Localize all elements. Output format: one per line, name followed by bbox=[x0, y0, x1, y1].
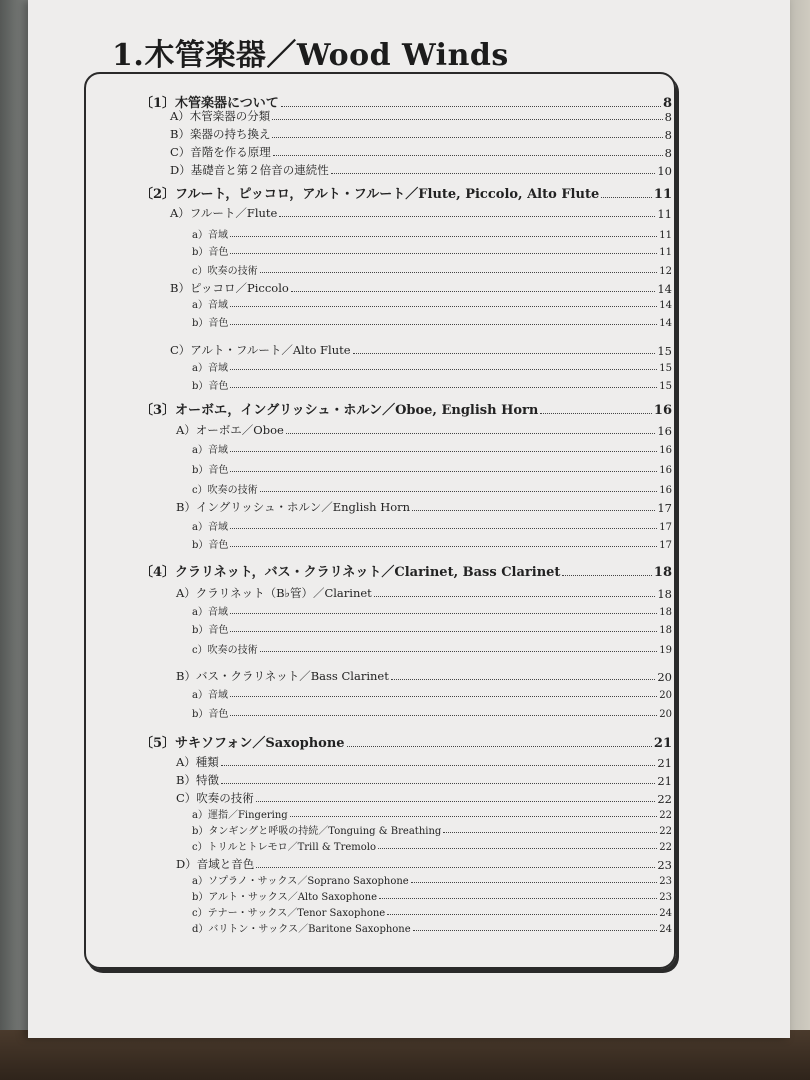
toc-leader-dots bbox=[230, 236, 657, 237]
toc-page-number: 8 bbox=[664, 146, 672, 160]
toc-section-row bbox=[140, 732, 672, 751]
toc-leader-dots bbox=[230, 471, 657, 472]
toc-entry-label: c）トリルとトレモロ／Trill & Tremolo bbox=[192, 842, 376, 853]
toc-entry-row bbox=[192, 603, 672, 618]
toc-entry-label: C）吹奏の技術 bbox=[176, 791, 254, 805]
toc-entry-label: b）音色 bbox=[192, 247, 229, 258]
toc-entry-label: a）音域 bbox=[192, 445, 228, 456]
toc-leader-dots bbox=[272, 119, 662, 120]
toc-entry-label: b）音色 bbox=[192, 540, 229, 551]
toc-page-number: 24 bbox=[659, 908, 672, 919]
toc-leader-dots bbox=[540, 413, 652, 414]
toc-leader-dots bbox=[601, 197, 652, 198]
toc-entry-label: C）アルト・フルート／Alto Flute bbox=[170, 343, 351, 357]
toc-page-number: 19 bbox=[659, 645, 672, 656]
toc-entry-row bbox=[192, 904, 672, 919]
toc-leader-dots bbox=[230, 253, 657, 254]
toc-page-number: 14 bbox=[659, 300, 672, 311]
toc-page-number: 22 bbox=[657, 792, 672, 806]
toc-leader-dots bbox=[374, 596, 656, 597]
toc-entry-label: A）種類 bbox=[176, 755, 219, 769]
toc-entry-label: a）音域 bbox=[192, 363, 228, 374]
toc-page-number: 11 bbox=[659, 230, 672, 241]
toc-entry-row bbox=[192, 838, 672, 853]
toc-page-number: 11 bbox=[653, 187, 672, 202]
toc-leader-dots bbox=[230, 546, 657, 547]
toc-page-number: 16 bbox=[653, 403, 672, 418]
toc-page-number: 23 bbox=[659, 876, 672, 887]
toc-page-number: 17 bbox=[659, 540, 672, 551]
toc-entry-label: A）クラリネット（B♭管）／Clarinet bbox=[176, 586, 372, 600]
toc-leader-dots bbox=[291, 291, 656, 292]
toc-page-number: 18 bbox=[659, 625, 672, 636]
toc-leader-dots bbox=[331, 173, 656, 174]
toc-entry-label: B）バス・クラリネット／Bass Clarinet bbox=[176, 669, 389, 683]
toc-leader-dots bbox=[230, 387, 657, 388]
toc-leader-dots bbox=[230, 369, 657, 370]
toc-entry-label: b）タンギングと呼吸の持続／Tonguing & Breathing bbox=[192, 826, 442, 837]
toc-leader-dots bbox=[230, 631, 657, 632]
toc-page-number: 21 bbox=[657, 756, 672, 770]
toc-page-number: 22 bbox=[659, 842, 672, 853]
toc-entry-row bbox=[192, 461, 672, 476]
toc-entry-row bbox=[176, 772, 672, 788]
toc-page-number: 18 bbox=[659, 607, 672, 618]
toc-page-number: 15 bbox=[659, 363, 672, 374]
toc-entry-row bbox=[170, 126, 672, 142]
toc-leader-dots bbox=[273, 155, 663, 156]
toc-page-number: 8 bbox=[662, 96, 672, 111]
toc-leader-dots bbox=[256, 801, 656, 802]
toc-entry-label: B）イングリッシュ・ホルン／English Horn bbox=[176, 500, 411, 514]
toc-entry-row bbox=[192, 920, 672, 935]
toc-page-number: 20 bbox=[657, 670, 672, 684]
toc-entry-label: c）テナー・サックス／Tenor Saxophone bbox=[192, 908, 386, 919]
toc-entry-label: D）基礎音と第２倍音の連続性 bbox=[170, 163, 329, 177]
toc-entry-row bbox=[192, 296, 672, 311]
page-title: 1.木管楽器／Wood Winds bbox=[112, 38, 509, 73]
toc-leader-dots bbox=[260, 272, 658, 273]
toc-leader-dots bbox=[230, 696, 657, 697]
toc-entry-label: a）音域 bbox=[192, 522, 228, 533]
toc-page-number: 20 bbox=[659, 709, 672, 720]
toc-page-number: 10 bbox=[657, 164, 672, 178]
toc-entry-label: A）木管楽器の分類 bbox=[170, 109, 271, 123]
toc-entry-row bbox=[192, 806, 672, 821]
toc-entry-label: b）音色 bbox=[192, 625, 229, 636]
toc-entry-label: a）ソプラノ・サックス／Soprano Saxophone bbox=[192, 876, 409, 887]
toc-page-number: 22 bbox=[659, 810, 672, 821]
toc-page-number: 18 bbox=[657, 587, 672, 601]
toc-leader-dots bbox=[286, 433, 656, 434]
toc-page-number: 14 bbox=[659, 318, 672, 329]
toc-entry-label: a）音域 bbox=[192, 607, 228, 618]
toc-leader-dots bbox=[378, 848, 657, 849]
toc-entry-row bbox=[192, 536, 672, 551]
toc-entry-row bbox=[192, 888, 672, 903]
toc-entry-row bbox=[192, 641, 672, 656]
toc-entry-row bbox=[170, 280, 672, 296]
toc-entry-label: a）音域 bbox=[192, 690, 228, 701]
toc-leader-dots bbox=[290, 816, 658, 817]
toc-section-label: 〔2〕フルート，ピッコロ，アルト・フルート／Flute, Piccolo, Alto Flute bbox=[140, 187, 600, 202]
toc-page-number: 24 bbox=[659, 924, 672, 935]
toc-entry-label: D）音域と音色 bbox=[176, 857, 255, 871]
toc-page-number: 16 bbox=[657, 424, 672, 438]
toc-page-number: 20 bbox=[659, 690, 672, 701]
toc-leader-dots bbox=[279, 216, 655, 217]
toc-leader-dots bbox=[412, 510, 655, 511]
toc-section-label: 〔5〕サキソフォン／Saxophone bbox=[140, 736, 345, 751]
toc-leader-dots bbox=[230, 324, 657, 325]
toc-leader-dots bbox=[387, 914, 657, 915]
toc-page-number: 11 bbox=[659, 247, 672, 258]
toc-entry-label: b）音色 bbox=[192, 709, 229, 720]
toc-leader-dots bbox=[413, 930, 658, 931]
toc-entry-row bbox=[192, 686, 672, 701]
toc-page-number: 8 bbox=[664, 128, 672, 142]
toc-entry-row bbox=[170, 144, 672, 160]
toc-entry-row bbox=[176, 790, 672, 806]
toc-leader-dots bbox=[221, 783, 655, 784]
toc-page-number: 23 bbox=[657, 858, 672, 872]
toc-entry-row bbox=[192, 872, 672, 887]
toc-entry-label: b）アルト・サックス／Alto Saxophone bbox=[192, 892, 378, 903]
toc-page-number: 14 bbox=[657, 282, 672, 296]
toc-leader-dots bbox=[379, 898, 657, 899]
toc-entry-label: b）音色 bbox=[192, 381, 229, 392]
toc-page-number: 11 bbox=[657, 207, 672, 221]
toc-section-row bbox=[140, 561, 672, 580]
toc-page-number: 21 bbox=[653, 736, 672, 751]
toc-leader-dots bbox=[230, 715, 657, 716]
toc-entry-row bbox=[192, 621, 672, 636]
toc-entry-row bbox=[176, 754, 672, 770]
toc-leader-dots bbox=[256, 867, 655, 868]
toc-entry-label: c）吹奏の技術 bbox=[192, 266, 258, 277]
toc-entry-row bbox=[176, 422, 672, 438]
toc-leader-dots bbox=[260, 491, 658, 492]
toc-leader-dots bbox=[281, 106, 661, 107]
toc-entry-row bbox=[176, 856, 672, 872]
toc-entry-row bbox=[176, 585, 672, 601]
toc-entry-row bbox=[176, 668, 672, 684]
toc-page-number: 15 bbox=[659, 381, 672, 392]
toc-leader-dots bbox=[221, 765, 656, 766]
toc-entry-label: a）音域 bbox=[192, 230, 228, 241]
toc-entry-label: a）運指／Fingering bbox=[192, 810, 288, 821]
toc-page-number: 21 bbox=[657, 774, 672, 788]
toc-leader-dots bbox=[230, 528, 657, 529]
toc-page-number: 23 bbox=[659, 892, 672, 903]
toc-entry-label: B）特徴 bbox=[176, 773, 219, 787]
toc-entry-row bbox=[176, 499, 672, 515]
toc-entry-label: c）吹奏の技術 bbox=[192, 645, 258, 656]
toc-leader-dots bbox=[443, 832, 657, 833]
toc-page-number: 17 bbox=[657, 501, 672, 515]
toc-entry-label: B）ピッコロ／Piccolo bbox=[170, 281, 289, 295]
toc-section-label: 〔3〕オーボエ，イングリッシュ・ホルン／Oboe, English Horn bbox=[140, 403, 539, 418]
toc-entry-row bbox=[170, 108, 672, 124]
toc-page-number: 8 bbox=[664, 110, 672, 124]
toc-page-number: 18 bbox=[653, 565, 672, 580]
toc-entry-label: b）音色 bbox=[192, 318, 229, 329]
toc-leader-dots bbox=[562, 575, 651, 576]
toc-entry-label: C）音階を作る原理 bbox=[170, 145, 271, 159]
toc-leader-dots bbox=[260, 651, 658, 652]
toc-section-row bbox=[140, 183, 672, 202]
toc-leader-dots bbox=[411, 882, 658, 883]
toc-entry-label: c）吹奏の技術 bbox=[192, 485, 258, 496]
toc-entry-row bbox=[192, 481, 672, 496]
toc-entry-row bbox=[192, 377, 672, 392]
toc-entry-label: A）オーボエ／Oboe bbox=[176, 423, 284, 437]
toc-leader-dots bbox=[230, 451, 657, 452]
toc-entry-row bbox=[192, 226, 672, 241]
toc-entry-label: a）音域 bbox=[192, 300, 228, 311]
toc-leader-dots bbox=[230, 306, 657, 307]
toc-entry-label: B）楽器の持ち換え bbox=[170, 127, 271, 141]
toc-leader-dots bbox=[391, 679, 656, 680]
toc-leader-dots bbox=[347, 746, 652, 747]
toc-section-row bbox=[140, 399, 672, 418]
toc-entry-row bbox=[170, 162, 672, 178]
toc-entry-row bbox=[192, 314, 672, 329]
toc-page-number: 16 bbox=[659, 445, 672, 456]
toc-entry-row bbox=[192, 441, 672, 456]
toc-leader-dots bbox=[353, 353, 656, 354]
toc-page-number: 17 bbox=[659, 522, 672, 533]
toc-leader-dots bbox=[272, 137, 662, 138]
toc-entry-row bbox=[170, 342, 672, 358]
toc-page-number: 16 bbox=[659, 485, 672, 496]
toc-entry-row bbox=[192, 262, 672, 277]
toc-entry-row bbox=[192, 243, 672, 258]
toc-leader-dots bbox=[230, 613, 657, 614]
toc-section-label: 〔4〕クラリネット，バス・クラリネット／Clarinet, Bass Clarinet bbox=[140, 565, 561, 580]
toc-entry-row bbox=[192, 822, 672, 837]
toc-entry-row bbox=[192, 705, 672, 720]
toc-page-number: 12 bbox=[659, 266, 672, 277]
toc-entry-row bbox=[192, 359, 672, 374]
toc-entry-label: d）バリトン・サックス／Baritone Saxophone bbox=[192, 924, 411, 935]
toc-section-label: 〔1〕木管楽器について bbox=[140, 96, 279, 111]
toc-entry-label: b）音色 bbox=[192, 465, 229, 476]
toc-page-number: 16 bbox=[659, 465, 672, 476]
toc-page-number: 15 bbox=[657, 344, 672, 358]
toc-page-number: 22 bbox=[659, 826, 672, 837]
toc-entry-label: A）フルート／Flute bbox=[170, 206, 278, 220]
toc-entry-row bbox=[170, 205, 672, 221]
toc-entry-row bbox=[192, 518, 672, 533]
